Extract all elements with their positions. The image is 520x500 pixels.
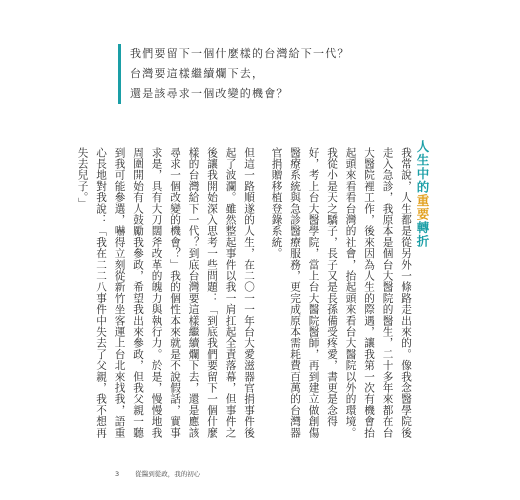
quote-line: 我們要留下一個什麼樣的台灣給下一代？ [130,47,350,60]
section-heading-main: 人生中的 [415,140,430,194]
section-heading [413,140,431,248]
paragraph: 我從小是天之驕子，長子又是長孫備受疼愛，書更是念得好，考上台大醫學院，當上台大醫院醫師，再到建立做創傷醫療系統與急診醫療服務，更完成原本需耗費百萬的台灣器官捐贈移植登錄系統。 [270,147,338,439]
quote-line: 台灣要這樣繼續爛下去， [130,67,265,80]
running-title: 從醫到從政，我的初心 [135,470,201,478]
quote-line: 還是該尋求一個改變的機會？ [130,87,289,100]
opening-quote [118,44,350,104]
paragraph: 但這一路順遂的人生，在二〇一一年台大愛滋器官捐事件後起了波瀾。雖然整起事件以我一肩扛起全責落幕，但事件之後讓我開始深入思考一些問題：「到底我們要留下一個什麼樣的台灣給下一代？到底台灣要這樣繼續爛下去，還是應該尋求一個改變的機會？」我的個性本來就是不說假話，實事求是，具有大刀闊斧改革的魄力與執行力。於是，慢慢地我周圍開始有人鼓勵我參政，希望我出來參政，但我父親一聽到我可能參選，嚇得立刻從新竹坐客運上台北來找我，語重心長地對我說：「我在二二八事件中失去了父親，我不想再失去兒子。」 [76,147,255,439]
page-footer [115,469,200,478]
section-heading-end: 轉折 [415,221,430,248]
paragraph: 我常說，人生都是從另外一條路走出來的。像我念醫學院後走入急診，我原本是個台大醫院的醫生，二十多年來都在台大醫院裡工作，後來因為人生的際遇，讓我第一次有機會抬起頭來看看台灣的社會，抬起頭來看台大醫院以外的環境。 [344,147,412,439]
section-heading-accent: 重要 [415,194,430,221]
page-number: 3 [115,470,120,478]
body-text [76,147,415,443]
